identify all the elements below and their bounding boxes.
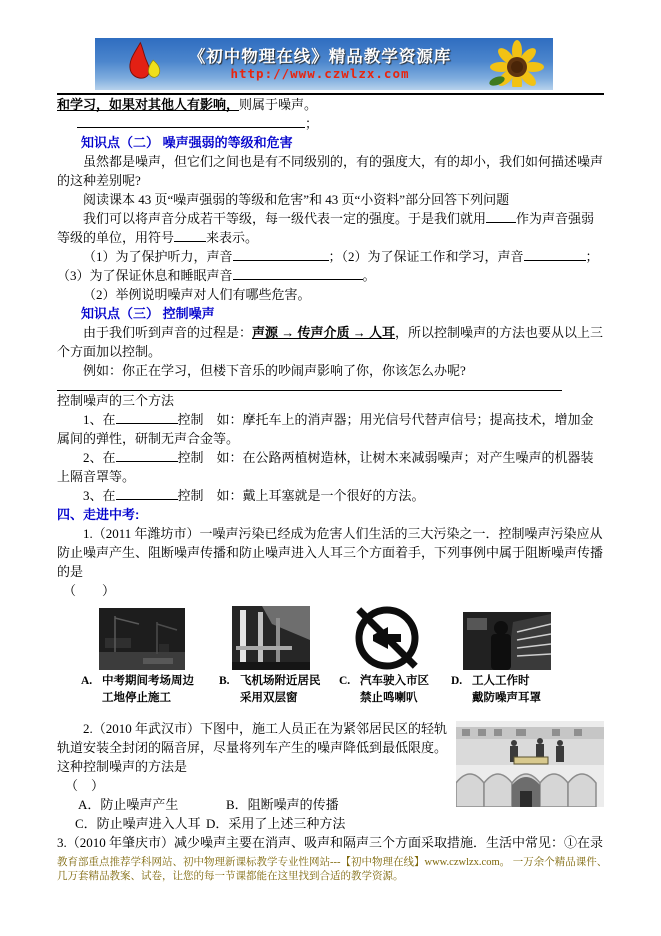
hearing-blank xyxy=(233,247,329,261)
method1-blank xyxy=(116,410,178,424)
no-horn-sign xyxy=(339,604,435,670)
sleep-blank xyxy=(233,266,363,280)
process-chain-text: 声源 → 传声介质 → 人耳 xyxy=(252,325,396,340)
method2-blank xyxy=(116,448,178,462)
exam-q1-paragraph: 1.（2011 年潍坊市）一噪声污染已经成为危害人们生活的三大污染之一．控制噪声污染应从防止噪声产生、阻断噪声传播和防止噪声进入人耳三个方面着手，下列事例中属于阻断噪声传播的是 xyxy=(57,526,604,579)
worker-earmuff-photo xyxy=(451,604,563,670)
option-c-text1: 汽车驶入市区 xyxy=(360,675,429,687)
option-a-label: A. xyxy=(81,675,93,687)
m2-pre-text: 2、在 xyxy=(83,450,116,465)
q1-option-a xyxy=(81,604,203,707)
intro-line xyxy=(57,95,604,114)
kp2-question-paragraph: 虽然都是噪声，但它们之间也是有不同级别的，有的强度大，有的却小，我们如何描述噪声的这种差别呢? xyxy=(57,154,604,188)
method-2 xyxy=(57,448,604,486)
q1-answer-bracket: （ ） xyxy=(63,583,116,598)
q2-option-b: B．阻断噪声的传播 xyxy=(226,797,339,812)
fill-post-text: 来表示。 xyxy=(206,230,259,245)
fill-in-blank xyxy=(77,114,305,128)
process-post-text: ，所以控制噪声的方法也要从以上三个方面加以控制。 xyxy=(57,325,604,359)
process-pre-text: 由于我们听到声音的过程是： xyxy=(83,325,253,340)
fill-mid-text: 作为声音强弱等级的单位，用符号 xyxy=(57,211,595,245)
q1-options-row xyxy=(81,604,604,707)
work-blank xyxy=(524,247,586,261)
answer-blank-line xyxy=(57,114,604,133)
item1-b-text: ；（2）为了保证工作和学习，声音 xyxy=(328,249,524,264)
item1-d-text: 。 xyxy=(362,268,376,283)
q1-option-d-caption xyxy=(451,673,563,707)
option-c-label: C. xyxy=(339,675,351,687)
m1-pre-text: 1、在 xyxy=(83,412,116,427)
exam-heading: 四、走进中考: xyxy=(57,507,140,522)
q1-option-c xyxy=(339,604,435,707)
q2-option-a: A．防止噪声产生 xyxy=(78,797,179,812)
option-b-label: B. xyxy=(219,675,230,687)
site-footer-text: 教育部重点推荐学科网站、初中物理新课标教学专业性网站---【初中物理在线】www.czwlzx.com。 一万余个精品课件、几万套精品教案、试卷，让您的每一节课都能在这里找到合适的教学资源。 xyxy=(57,857,608,882)
fill-pre-text: 我们可以将声音分成若干等级，每一级代表一定的强度。于是我们就用 xyxy=(83,211,487,226)
unit-blank xyxy=(486,209,516,223)
kp3-heading: 知识点（三） 控制噪声 xyxy=(81,306,215,321)
q2-option-c: C．防止噪声进入人耳 xyxy=(75,816,201,831)
rail-sound-barrier-photo xyxy=(456,721,604,807)
intro-rest-text: 则属于噪声。 xyxy=(239,97,318,112)
m3-pre-text: 3、在 xyxy=(83,488,116,503)
option-a-text1: 中考期间考场周边 xyxy=(102,675,194,687)
option-d-text2: 戴防噪声耳罩 xyxy=(472,692,541,704)
item1-c-text: ；（3）为了保证休息和睡眠声音 xyxy=(57,249,599,283)
option-c-text2: 禁止鸣喇叭 xyxy=(360,692,418,704)
sunflower-icon xyxy=(473,37,547,92)
kp3-process-paragraph xyxy=(57,323,604,361)
method-3 xyxy=(57,486,604,505)
item1-a-text: （1）为了保护听力，声音 xyxy=(83,249,233,264)
symbol-blank xyxy=(174,228,206,242)
methods-title: 控制噪声的三个方法 xyxy=(57,393,175,408)
q2-options-cd xyxy=(57,814,604,833)
kp2-heading: 知识点（二） 噪声强弱的等级和危害 xyxy=(81,135,293,150)
exam-q2-paragraph: 2.（2010 年武汉市）下图中，施工人员正在为紧邻居民区的轻轨轨道安装全封闭的隔音屏，尽量将列车产生的噪声降低到最低限度。这种控制噪声的方法是 xyxy=(57,721,448,774)
kp2-item2-paragraph: （2）举例说明噪声对人们有哪些危害。 xyxy=(83,287,311,302)
blank-suffix: ； xyxy=(305,116,319,131)
double-window-photo xyxy=(219,604,323,670)
option-a-text2: 工地停止施工 xyxy=(102,692,171,704)
m3-post-text: 控制 如：戴上耳塞就是一个很好的方法。 xyxy=(177,488,425,503)
kp3-example-paragraph: 例如：你正在学习，但楼下音乐的吵闹声影响了你，你该怎么办呢? xyxy=(83,363,466,378)
option-b-text2: 采用双层窗 xyxy=(240,692,298,704)
q1-option-b xyxy=(219,604,323,707)
option-d-label: D. xyxy=(451,675,463,687)
kp2-item1-paragraph xyxy=(57,247,604,285)
q1-option-a-caption xyxy=(81,673,203,707)
site-banner xyxy=(95,38,553,90)
option-d-text1: 工人工作时 xyxy=(472,675,530,687)
method3-blank xyxy=(116,486,178,500)
exam-q3-paragraph: 3.（2010 年肇庆市）减少噪声主要在消声、吸声和隔声三个方面采取措施．生活中常见：①在录 xyxy=(57,835,604,850)
m1-post-text: 控制 如：摩托车上的消声器；用光信号代替声信号；提高技术，增加金属间的弹性，研制无声合金等。 xyxy=(57,412,594,446)
flame-logo-icon xyxy=(121,40,167,89)
banner-title: 《初中物理在线》精品教学资源库 xyxy=(188,47,452,66)
q1-option-c-caption xyxy=(339,673,435,707)
construction-site-photo xyxy=(81,604,203,670)
m2-post-text: 控制 如：在公路两植树造林，让树木来减弱噪声；对产生噪声的机器装上隔音罩等。 xyxy=(57,450,594,484)
q1-option-b-caption xyxy=(219,673,323,707)
banner-url-link[interactable]: http://www.czwlzx.com xyxy=(230,65,410,81)
method-1 xyxy=(57,410,604,448)
q2-option-d: D．采用了上述三种方法 xyxy=(206,816,346,831)
exam-q2-block xyxy=(57,719,604,833)
q1-option-d xyxy=(451,604,563,707)
option-b-text1: 飞机场附近居民 xyxy=(240,675,321,687)
intro-underlined-text: 和学习，如果对其他人有影响， xyxy=(57,97,240,112)
kp2-reading-paragraph: 阅读课本 43 页“噪声强弱的等级和危害”和 43 页“小资料”部分回答下列问题 xyxy=(83,192,510,207)
q2-answer-bracket: （ ） xyxy=(65,778,105,793)
kp2-fill-paragraph xyxy=(57,209,604,247)
